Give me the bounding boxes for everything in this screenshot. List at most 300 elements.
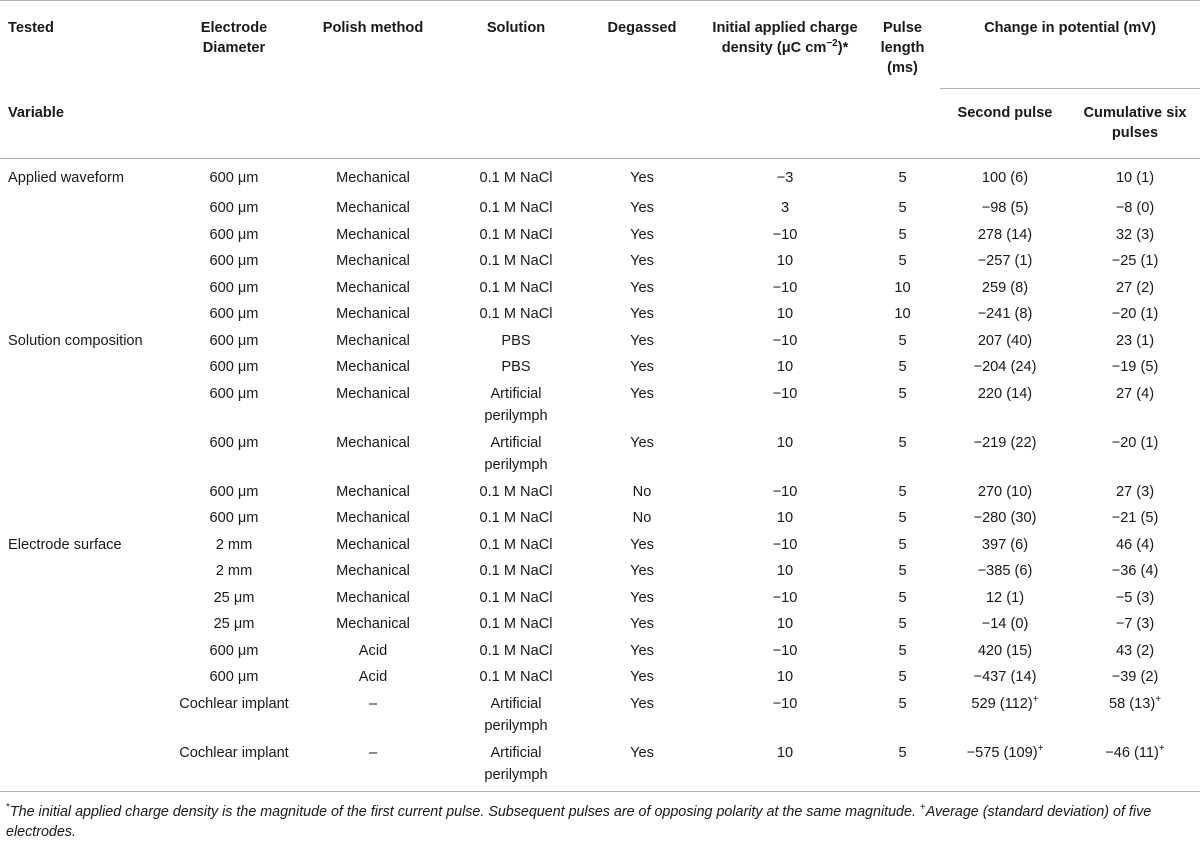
header-cumulative: Cumulative six pulses xyxy=(1083,105,1187,141)
cell-second xyxy=(940,159,1070,198)
cell-diameter xyxy=(175,742,293,792)
cell-polish-value: Mechanical xyxy=(336,536,410,553)
cell-diameter xyxy=(175,693,293,742)
cell-charge xyxy=(705,356,865,383)
table-body xyxy=(0,159,1200,792)
cell-solution xyxy=(453,640,579,667)
cell-charge xyxy=(705,587,865,614)
cell-pulse xyxy=(865,383,940,432)
cell-diameter xyxy=(175,224,293,251)
cell-cumulative xyxy=(1070,250,1200,277)
cell-polish-value: Mechanical xyxy=(336,589,410,606)
header-polish: Polish method xyxy=(322,20,424,36)
cell-diameter-value: 25 μm xyxy=(213,616,255,632)
cell-second-value: −437 (14) xyxy=(973,669,1037,685)
cell-polish-value: Mechanical xyxy=(336,434,410,451)
cell-polish xyxy=(293,197,453,224)
table-row xyxy=(0,197,1200,224)
cell-degassed-value: Yes xyxy=(630,589,654,606)
cell-solution xyxy=(453,159,579,198)
cell-variable xyxy=(0,534,175,561)
cell-charge-value: −3 xyxy=(776,170,794,186)
cell-diameter xyxy=(175,303,293,330)
cell-polish xyxy=(293,481,453,508)
cell-second-value: 270 (10) xyxy=(977,483,1033,500)
cell-second xyxy=(940,197,1070,224)
cell-cumulative xyxy=(1070,159,1200,198)
cell-charge-value: 10 xyxy=(776,563,794,579)
cell-charge-value: 10 xyxy=(776,253,794,269)
cell-polish xyxy=(293,356,453,383)
cell-pulse xyxy=(865,356,940,383)
cell-degassed xyxy=(579,560,705,587)
header-charge-end: )* xyxy=(837,40,849,56)
cell-degassed xyxy=(579,693,705,742)
cell-variable xyxy=(0,432,175,481)
cell-charge xyxy=(705,481,865,508)
cell-pulse xyxy=(865,197,940,224)
cell-polish-value: Mechanical xyxy=(336,483,410,500)
cell-solution-value: 0.1 M NaCl xyxy=(479,226,553,243)
cell-pulse xyxy=(865,640,940,667)
cell-degassed xyxy=(579,481,705,508)
cell-charge xyxy=(705,742,865,792)
cell-diameter xyxy=(175,159,293,198)
table-row xyxy=(0,330,1200,357)
cell-degassed xyxy=(579,383,705,432)
cell-polish xyxy=(293,383,453,432)
header-diameter: Electrode Diameter xyxy=(200,20,268,56)
cell-solution-value: 0.1 M NaCl xyxy=(479,510,553,526)
header-charge-text: Initial applied charge density (μC cm xyxy=(712,20,858,56)
cell-diameter xyxy=(175,356,293,383)
table-row xyxy=(0,507,1200,534)
cell-pulse xyxy=(865,693,940,742)
header-charge-sup: −2 xyxy=(826,38,838,50)
cell-diameter xyxy=(175,613,293,640)
cell-degassed xyxy=(579,640,705,667)
cell-pulse-value: 5 xyxy=(898,563,907,579)
cell-cumulative-value: 27 (3) xyxy=(1115,483,1155,500)
cell-pulse xyxy=(865,432,940,481)
cell-degassed xyxy=(579,330,705,357)
cell-cumulative xyxy=(1070,534,1200,561)
cell-polish xyxy=(293,277,453,304)
cell-polish-value: Mechanical xyxy=(336,332,410,349)
cell-pulse xyxy=(865,587,940,614)
cell-cumulative xyxy=(1070,507,1200,534)
cell-diameter-value: 600 μm xyxy=(209,200,259,216)
header-charge xyxy=(705,1,865,159)
cell-polish-value: Mechanical xyxy=(336,385,410,402)
cell-second-value: 278 (14) xyxy=(977,226,1033,243)
cell-polish-value: Mechanical xyxy=(336,170,410,186)
cell-cumulative xyxy=(1070,383,1200,432)
cell-solution-value: 0.1 M NaCl xyxy=(479,589,553,606)
cell-pulse-value: 5 xyxy=(898,332,907,349)
cell-pulse-value: 10 xyxy=(894,306,911,322)
cell-cumulative xyxy=(1070,693,1200,742)
cell-solution xyxy=(453,560,579,587)
cell-solution xyxy=(453,613,579,640)
cell-second xyxy=(940,432,1070,481)
cell-charge xyxy=(705,507,865,534)
cell-polish-value: Mechanical xyxy=(336,279,410,296)
cell-charge-value: −10 xyxy=(772,695,798,712)
cell-charge-value: −10 xyxy=(772,385,798,402)
cell-pulse xyxy=(865,481,940,508)
cell-pulse-value: 5 xyxy=(898,170,907,186)
cell-degassed-value: Yes xyxy=(630,563,654,579)
cell-pulse xyxy=(865,277,940,304)
cell-degassed-value: Yes xyxy=(630,170,654,186)
footnote-text-2: Average (standard deviation) of five electrodes. xyxy=(6,804,1152,840)
cell-charge-value: −10 xyxy=(772,279,798,296)
cell-second-sup: + xyxy=(1037,742,1044,754)
cell-degassed xyxy=(579,277,705,304)
cell-diameter-value: 600 μm xyxy=(209,434,259,451)
cell-pulse-value: 5 xyxy=(898,385,907,402)
cell-variable xyxy=(0,481,175,508)
footnote-text-1: The initial applied charge density is the magnitude of the first current pulse. Subsequent pulses are of opposing polarity at the same magnitude. xyxy=(9,804,920,820)
cell-solution-value: PBS xyxy=(501,332,531,349)
cell-degassed-value: Yes xyxy=(630,253,654,269)
cell-second-value: −219 (22) xyxy=(973,434,1037,451)
cell-diameter-value: 2 mm xyxy=(215,563,253,579)
cell-polish xyxy=(293,693,453,742)
cell-pulse xyxy=(865,534,940,561)
cell-second xyxy=(940,250,1070,277)
cell-degassed-value: No xyxy=(632,510,652,526)
cell-second-value: 12 (1) xyxy=(985,589,1025,606)
cell-cumulative-value: −8 (0) xyxy=(1115,200,1155,216)
cell-cumulative-sup: + xyxy=(1155,693,1162,705)
cell-degassed xyxy=(579,159,705,198)
cell-charge-value: −10 xyxy=(772,642,798,659)
cell-solution xyxy=(453,383,579,432)
cell-second-value: 397 (6) xyxy=(981,536,1029,553)
cell-cumulative-value: −21 (5) xyxy=(1111,510,1159,526)
cell-cumulative-value: −46 (11) xyxy=(1105,744,1159,761)
cell-variable xyxy=(0,277,175,304)
cell-second xyxy=(940,383,1070,432)
cell-degassed xyxy=(579,587,705,614)
cell-cumulative xyxy=(1070,560,1200,587)
cell-pulse xyxy=(865,666,940,693)
cell-cumulative-value: 58 (13) xyxy=(1108,695,1156,712)
cell-solution xyxy=(453,250,579,277)
cell-polish-value: Mechanical xyxy=(336,359,410,375)
cell-second-value: −241 (8) xyxy=(977,306,1033,322)
cell-diameter xyxy=(175,534,293,561)
cell-degassed-value: Yes xyxy=(630,279,654,296)
table-row xyxy=(0,666,1200,693)
cell-polish xyxy=(293,303,453,330)
cell-diameter xyxy=(175,383,293,432)
footnote-star: * xyxy=(6,802,10,814)
cell-cumulative xyxy=(1070,481,1200,508)
table-row xyxy=(0,383,1200,432)
cell-charge-value: −10 xyxy=(772,589,798,606)
cell-degassed-value: Yes xyxy=(630,226,654,243)
cell-solution xyxy=(453,197,579,224)
header-solution: Solution xyxy=(486,20,546,36)
cell-variable xyxy=(0,250,175,277)
cell-charge xyxy=(705,197,865,224)
cell-degassed-value: Yes xyxy=(630,536,654,553)
cell-solution xyxy=(453,277,579,304)
cell-charge-value: −10 xyxy=(772,483,798,500)
cell-diameter-value: 600 μm xyxy=(209,332,259,349)
cell-degassed xyxy=(579,613,705,640)
cell-variable xyxy=(0,742,175,792)
cell-solution-value: Artificial perilymph xyxy=(484,695,548,734)
cell-degassed xyxy=(579,432,705,481)
cell-charge xyxy=(705,250,865,277)
table-footnote xyxy=(6,802,1194,842)
cell-pulse xyxy=(865,742,940,792)
cell-variable xyxy=(0,330,175,357)
cell-second-value: −257 (1) xyxy=(977,253,1033,269)
cell-charge xyxy=(705,432,865,481)
cell-diameter xyxy=(175,640,293,667)
cell-solution-value: 0.1 M NaCl xyxy=(479,483,553,500)
cell-second xyxy=(940,224,1070,251)
cell-pulse-value: 5 xyxy=(898,642,907,659)
cell-polish xyxy=(293,159,453,198)
cell-degassed xyxy=(579,250,705,277)
cell-solution xyxy=(453,666,579,693)
cell-charge xyxy=(705,330,865,357)
cell-degassed xyxy=(579,742,705,792)
cell-degassed-value: Yes xyxy=(630,359,654,375)
cell-solution-value: 0.1 M NaCl xyxy=(479,253,553,269)
cell-cumulative-value: −36 (4) xyxy=(1111,563,1159,579)
cell-polish xyxy=(293,613,453,640)
cell-second xyxy=(940,560,1070,587)
cell-degassed xyxy=(579,356,705,383)
cell-second xyxy=(940,693,1070,742)
cell-variable xyxy=(0,666,175,693)
cell-solution-value: 0.1 M NaCl xyxy=(479,669,553,685)
cell-diameter-value: 600 μm xyxy=(209,669,259,685)
cell-charge-value: 10 xyxy=(776,306,794,322)
cell-degassed-value: Yes xyxy=(630,669,654,685)
cell-cumulative-value: −7 (3) xyxy=(1115,616,1155,632)
cell-charge xyxy=(705,159,865,198)
cell-charge xyxy=(705,693,865,742)
cell-polish-value: Mechanical xyxy=(336,563,410,579)
cell-solution xyxy=(453,742,579,792)
cell-diameter-value: 600 μm xyxy=(209,306,259,322)
cell-pulse-value: 5 xyxy=(898,359,907,375)
cell-second-value: −575 (109) xyxy=(966,744,1038,761)
cell-pulse-value: 5 xyxy=(898,226,907,243)
cell-pulse xyxy=(865,507,940,534)
cell-diameter-value: Cochlear implant xyxy=(179,695,289,712)
cell-solution xyxy=(453,587,579,614)
cell-second xyxy=(940,277,1070,304)
cell-polish xyxy=(293,742,453,792)
cell-cumulative-value: 46 (4) xyxy=(1115,536,1155,553)
cell-diameter-value: 600 μm xyxy=(209,253,259,269)
cell-cumulative xyxy=(1070,666,1200,693)
cell-second xyxy=(940,507,1070,534)
cell-solution xyxy=(453,224,579,251)
cell-charge xyxy=(705,560,865,587)
table-row xyxy=(0,250,1200,277)
cell-solution-value: Artificial perilymph xyxy=(484,385,548,424)
cell-degassed xyxy=(579,224,705,251)
header-pulse: Pulse length (ms) xyxy=(880,20,925,76)
table-header xyxy=(0,1,1200,159)
cell-cumulative-value: −25 (1) xyxy=(1111,253,1159,269)
cell-second xyxy=(940,666,1070,693)
cell-diameter xyxy=(175,250,293,277)
cell-diameter-value: 600 μm xyxy=(209,279,259,296)
cell-cumulative-value: 23 (1) xyxy=(1115,332,1155,349)
cell-solution-value: 0.1 M NaCl xyxy=(479,306,553,322)
table-row xyxy=(0,481,1200,508)
cell-polish-value: Acid xyxy=(358,642,388,659)
cell-polish-value: Mechanical xyxy=(336,616,410,632)
cell-pulse-value: 5 xyxy=(898,616,907,632)
cell-pulse xyxy=(865,560,940,587)
cell-cumulative xyxy=(1070,432,1200,481)
cell-diameter-value: 600 μm xyxy=(209,510,259,526)
cell-polish-value: Mechanical xyxy=(336,253,410,269)
cell-second-sup: + xyxy=(1032,693,1039,705)
cell-polish xyxy=(293,640,453,667)
cell-polish xyxy=(293,330,453,357)
cell-pulse-value: 5 xyxy=(898,589,907,606)
header-second: Second pulse xyxy=(957,105,1053,121)
cell-degassed xyxy=(579,534,705,561)
cell-degassed-value: No xyxy=(632,483,652,500)
cell-pulse xyxy=(865,330,940,357)
cell-cumulative-value: −39 (2) xyxy=(1111,669,1159,685)
table-row xyxy=(0,560,1200,587)
cell-pulse-value: 5 xyxy=(898,510,907,526)
cell-cumulative xyxy=(1070,356,1200,383)
cell-degassed xyxy=(579,303,705,330)
cell-polish-value: – xyxy=(368,695,378,712)
header-change: Change in potential (mV) xyxy=(940,1,1200,89)
cell-degassed xyxy=(579,197,705,224)
cell-cumulative-sup: + xyxy=(1158,742,1165,754)
table-row xyxy=(0,432,1200,481)
cell-cumulative xyxy=(1070,277,1200,304)
cell-pulse-value: 5 xyxy=(898,200,907,216)
cell-cumulative xyxy=(1070,197,1200,224)
cell-solution-value: PBS xyxy=(501,359,531,375)
cell-diameter-value: 2 mm xyxy=(215,536,253,553)
cell-variable xyxy=(0,383,175,432)
cell-second xyxy=(940,481,1070,508)
cell-cumulative xyxy=(1070,640,1200,667)
table-row xyxy=(0,693,1200,742)
cell-pulse xyxy=(865,303,940,330)
cell-cumulative-value: 32 (3) xyxy=(1115,226,1155,243)
cell-solution-value: 0.1 M NaCl xyxy=(479,200,553,216)
cell-cumulative-value: 27 (2) xyxy=(1115,279,1155,296)
cell-variable xyxy=(0,560,175,587)
cell-polish xyxy=(293,560,453,587)
cell-charge xyxy=(705,303,865,330)
cell-variable xyxy=(0,640,175,667)
cell-degassed-value: Yes xyxy=(630,385,654,402)
cell-variable xyxy=(0,693,175,742)
cell-polish xyxy=(293,534,453,561)
cell-pulse xyxy=(865,250,940,277)
cell-charge-value: −10 xyxy=(772,332,798,349)
cell-charge xyxy=(705,666,865,693)
table-row xyxy=(0,613,1200,640)
cell-charge-value: 10 xyxy=(776,434,794,451)
cell-solution xyxy=(453,330,579,357)
table-row xyxy=(0,534,1200,561)
cell-second-value: −204 (24) xyxy=(973,359,1037,375)
cell-solution-value: 0.1 M NaCl xyxy=(479,616,553,632)
cell-variable-value: Solution composition xyxy=(8,332,143,349)
cell-cumulative xyxy=(1070,224,1200,251)
cell-solution xyxy=(453,356,579,383)
cell-polish-value: – xyxy=(368,744,378,761)
cell-pulse-value: 10 xyxy=(894,279,911,296)
cell-variable-value: Applied waveform xyxy=(8,170,124,186)
cell-diameter-value: Cochlear implant xyxy=(179,744,289,761)
cell-second xyxy=(940,356,1070,383)
cell-cumulative xyxy=(1070,613,1200,640)
cell-diameter-value: 600 μm xyxy=(209,226,259,243)
cell-second xyxy=(940,613,1070,640)
cell-polish xyxy=(293,224,453,251)
cell-variable xyxy=(0,197,175,224)
cell-charge xyxy=(705,277,865,304)
cell-charge-value: 10 xyxy=(776,669,794,685)
cell-variable xyxy=(0,159,175,198)
cell-variable xyxy=(0,507,175,534)
cell-diameter xyxy=(175,481,293,508)
cell-diameter xyxy=(175,330,293,357)
cell-charge-value: 10 xyxy=(776,359,794,375)
cell-degassed xyxy=(579,666,705,693)
cell-polish xyxy=(293,666,453,693)
cell-solution-value: 0.1 M NaCl xyxy=(479,563,553,579)
cell-cumulative-value: −5 (3) xyxy=(1115,589,1155,606)
cell-second-value: 420 (15) xyxy=(977,642,1033,659)
cell-solution xyxy=(453,432,579,481)
cell-variable xyxy=(0,613,175,640)
cell-second-value: 220 (14) xyxy=(977,385,1033,402)
cell-cumulative xyxy=(1070,303,1200,330)
table-row xyxy=(0,159,1200,198)
cell-pulse-value: 5 xyxy=(898,536,907,553)
cell-degassed-value: Yes xyxy=(630,332,654,349)
cell-cumulative xyxy=(1070,742,1200,792)
cell-variable xyxy=(0,587,175,614)
cell-polish xyxy=(293,250,453,277)
cell-solution xyxy=(453,534,579,561)
table-row xyxy=(0,303,1200,330)
cell-pulse xyxy=(865,159,940,198)
cell-solution xyxy=(453,481,579,508)
table-row xyxy=(0,356,1200,383)
cell-second-value: −280 (30) xyxy=(973,510,1037,526)
cell-solution-value: 0.1 M NaCl xyxy=(479,642,553,659)
cell-polish-value: Mechanical xyxy=(336,200,410,216)
cell-diameter xyxy=(175,560,293,587)
